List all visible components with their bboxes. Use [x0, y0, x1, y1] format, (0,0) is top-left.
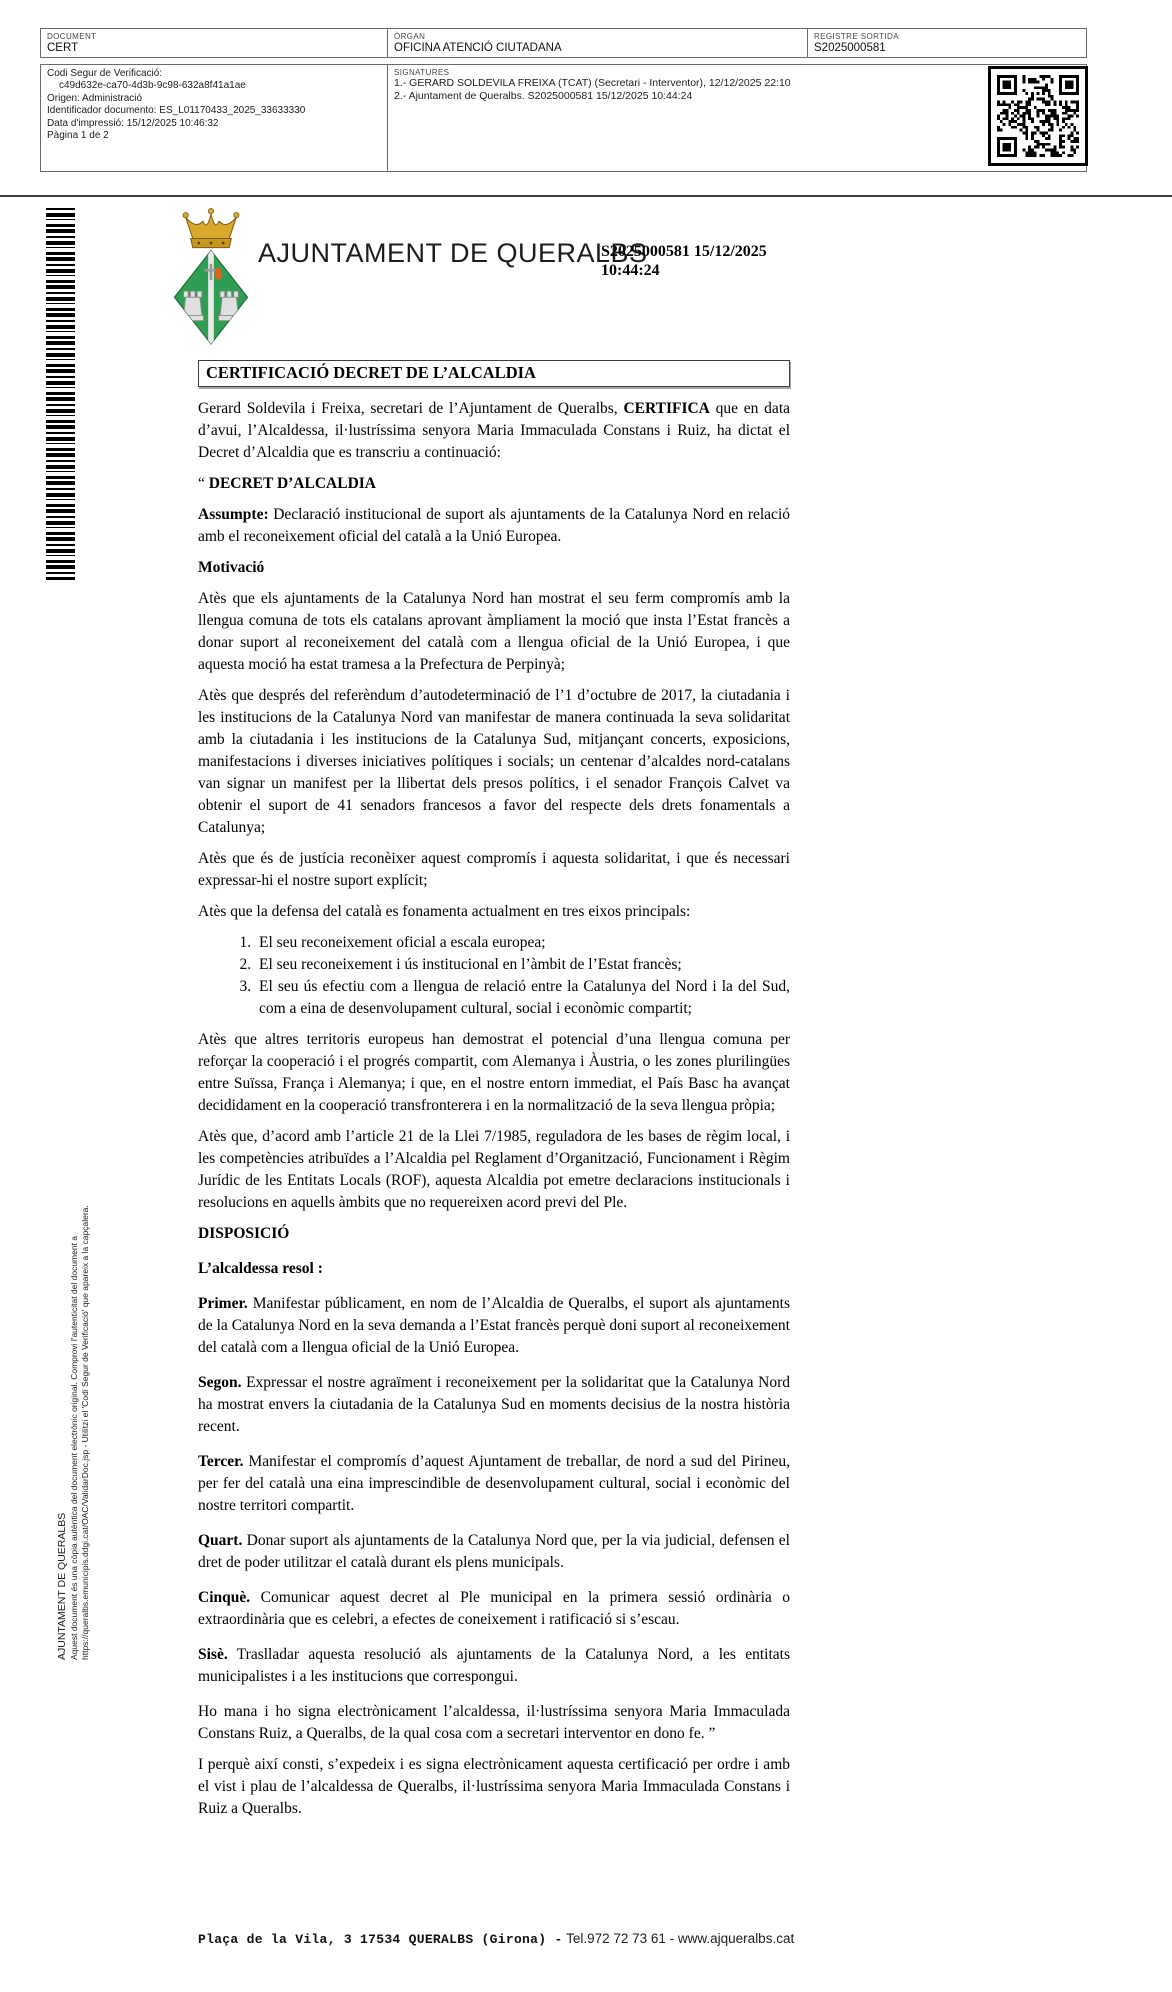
lozenge-shield [174, 251, 247, 344]
resolution-intro: L’alcaldessa resol : [198, 1260, 323, 1277]
certify-paragraph: Gerard Soldevila i Freixa, secretari de l’Ajuntament de Queralbs, CERTIFICA que en data d’avui, l’Alcaldessa, il·lustríssima senyora Maria Immaculada Constans i Ruiz, ha dictat el Decret d’Alcaldia que es transcriu a continuació: [198, 400, 791, 461]
document-value: CERT [47, 42, 79, 54]
header-divider-line [0, 195, 1172, 197]
recital-paragraph: Atès que la defensa del català es fonamenta actualment en tres eixos principals: [198, 903, 691, 920]
signatures-label: SIGNATURES [394, 68, 450, 77]
final-paragraph: I perquè així consti, s’expedeix i es signa electrònicament aquesta certificació per ordre i amb el vist i plau de l’alcaldessa de Queralbs, il·lustríssima senyora Maria Immaculada Constans i Ruiz a Queralbs. [198, 1756, 790, 1817]
registre-label: REGISTRE SORTIDA [814, 32, 899, 41]
resolution-paragraph: Primer. Manifestar públicament, en nom de l’Alcaldia de Queralbs, el suport als ajuntaments de la Catalunya Nord en la seva demanda a l’Estat francès perquè doni suport al reconeixement del català com a llengua oficial de la Unió Europea. [198, 1295, 790, 1356]
queralbs-coat-of-arms [170, 204, 252, 353]
registry-number-date: S2025000581 15/12/2025 [601, 243, 767, 260]
crown-icon [183, 208, 239, 247]
document-body [198, 398, 790, 1820]
certificate-heading: CERTIFICACIÓ DECRET DE L’ALCALDIA [198, 360, 790, 387]
signature-line: 1.- GERARD SOLDEVILA FREIXA (TCAT) (Secretari - Interventor), 12/12/2025 22:10 [394, 77, 791, 89]
verification-block [40, 64, 388, 172]
qr-code-graphic [997, 75, 1079, 157]
document-barcode [46, 208, 75, 580]
resolution-paragraph: Cinquè. Comunicar aquest decret al Ple municipal en la primera sessió ordinària o extraordinària que es celebri, a efectes de coneixement i ratificació si s’escau. [198, 1589, 790, 1628]
subject-paragraph: Assumpte: Declaració institucional de suport als ajuntaments de la Catalunya Nord en relació amb el reconeixement oficial del català a la Unió Europea. [198, 506, 790, 545]
recital-paragraph: Atès que els ajuntaments de la Catalunya Nord han mostrat el seu ferm compromís amb la llengua comuna de tots els catalans aprovant àmpliament la moció que insta l’Estat francès a donar suport al reconeixement del català com a llengua oficial de la Unió Europea, i que aquesta moció ha estat tramesa a la Prefectura de Perpinyà; [198, 590, 790, 673]
recital-paragraph: Atès que és de justícia reconèixer aquest compromís i aquesta solidaritat, i que és necessari expressar-hi el nostre suport explícit; [198, 850, 790, 889]
qr-code [988, 66, 1088, 166]
page-footer [198, 1930, 794, 1948]
csv-line: Data d'impressió: 15/12/2025 10:46:32 [47, 117, 219, 129]
csv-line: Identificador documento: ES_L01170433_2025_33633330 [47, 105, 306, 117]
recital-paragraph: Atès que després del referèndum d’autodeterminació de l’1 d’octubre de 2017, la ciutadania i les institucions de la Catalunya Nord van manifestar de manera continuada la seva solidaritat amb la ciutadania i les institucions de la Catalunya Sud, mitjançant concerts, exposicions, manifestacions i diverses iniciatives polítiques i socials; un centenar d’alcaldes nord-catalans van signar un manifest per la llibertat dels presos polítics, i el senador François Calvet va obtenir el suport de 41 senadors francesos a favor del respecte dels drets fonamentals a Catalunya; [198, 687, 790, 836]
csv-line: Codi Segur de Verificació: [47, 68, 163, 79]
organ-value: OFICINA ATENCIÓ CIUTADANA [394, 42, 562, 54]
tower-icon [219, 291, 240, 320]
registry-time: 10:44:24 [601, 262, 660, 279]
resolution-paragraph: Sisè. Traslladar aquesta resolució als ajuntaments de la Catalunya Nord, a les entitats municipalistes i a les institucions que correspongui. [198, 1646, 790, 1685]
csv-line: Origen: Administració [47, 92, 143, 104]
numbered-list [198, 932, 790, 1020]
sidebar-validation-url: https://queralbs.emunicipis.ddgi.cat/OAC/ValidarDoc.jsp - Utilitzi el 'Codi Segur de Verificació' que apareix a la capçalera. [79, 1205, 90, 1660]
document-label: DOCUMENT [47, 32, 97, 41]
resolution-paragraph: Segon. Expressar el nostre agraïment i reconeixement per la solidaritat que la Catalunya Nord ha mostrat envers la ciutadania de la Catalunya Sud en moments decisius de la nostra història recent. [198, 1374, 790, 1435]
header-cell-document [40, 28, 388, 58]
header-cell-registre [807, 28, 1087, 58]
closing-paragraph: Ho mana i ho signa electrònicament l’alcaldessa, il·lustríssima senyora Maria Immaculada Constans Ruiz, a Queralbs, de la qual cosa com a secretari interventor en dono fe. ” [198, 1703, 790, 1742]
municipality-title: AJUNTAMENT DE QUERALBS [258, 238, 648, 268]
motivation-heading: Motivació [198, 559, 265, 576]
organ-label: ÒRGAN [394, 32, 426, 41]
resolution-paragraph: Tercer. Manifestar el compromís d’aquest Ajuntament de treballar, de nord a sud del Pirineu, per fer del català una eina imprescindible de desenvolupament cultural, social i econòmic del nostre territori compartit. [198, 1453, 790, 1514]
list-item: 1. El seu reconeixement oficial a escala europea; [255, 932, 790, 954]
authenticity-sidebar [56, 960, 90, 1660]
csv-line: Pàgina 1 de 2 [47, 130, 109, 142]
list-item: 3. El seu ús efectiu com a llengua de relació entre la Catalunya del Nord i la del Sud, com a eina de desenvolupament cultural, social i econòmic compartit; [255, 976, 790, 1020]
disposition-heading: DISPOSICIÓ [198, 1225, 290, 1242]
list-item: 2. El seu reconeixement i ús institucional en l’àmbit de l’Estat francès; [255, 954, 790, 976]
signature-line: 2.- Ajuntament de Queralbs. S2025000581 15/12/2025 10:44:24 [394, 90, 693, 102]
header-cell-organ [387, 28, 808, 58]
tower-icon [182, 291, 203, 320]
recital-paragraph: Atès que, d’acord amb l’article 21 de la Llei 7/1985, reguladora de les bases de règim local, i les competències atribuïdes a l’Alcaldia pel Reglament d’Organització, Funcionament i Règim Jurídic de les Entitats Locals (ROF), aquesta Alcaldia pot emetre declaracions institucionals i resolucions en aquells àmbits que no requereixen acord previ del Ple. [198, 1128, 790, 1211]
footer-address: Plaça de la Vila, 3 17534 QUERALBS (Girona) - [198, 1932, 563, 1947]
sidebar-municipality: AJUNTAMENT DE QUERALBS [56, 1512, 68, 1660]
registre-value: S2025000581 [814, 42, 886, 54]
resolution-paragraph: Quart. Donar suport als ajuntaments de la Catalunya Nord que, per la via judicial, defensen el dret de poder utilitzar el català durant els plens municipals. [198, 1532, 790, 1571]
csv-code: c49d632e-ca70-4d3b-9c98-632a8f41a1ae [59, 80, 246, 92]
signatures-block [387, 64, 1087, 172]
registry-stamp [601, 242, 801, 280]
footer-contact: Tel.972 72 73 61 - www.ajqueralbs.cat [562, 1931, 795, 1946]
sidebar-authenticity-note: Aquest document és una còpia autèntica del document electrònic original. Comprovi l'autenticitat del document a [69, 1235, 79, 1660]
recital-paragraph: Atès que altres territoris europeus han demostrat el potencial d’una llengua comuna per reforçar la cooperació i el progrés compartit, com Alemanya i Àustria, o les zones plurilingües entre Suïssa, França i Alemanya; i que, en el nostre entorn immediat, el País Basc ha avançat decididament en la cooperació transfronterera i en la normalització de la seva llengua pròpia; [198, 1031, 790, 1114]
decree-title: “ DECRET D’ALCALDIA [198, 475, 376, 492]
document-content [198, 360, 790, 1829]
